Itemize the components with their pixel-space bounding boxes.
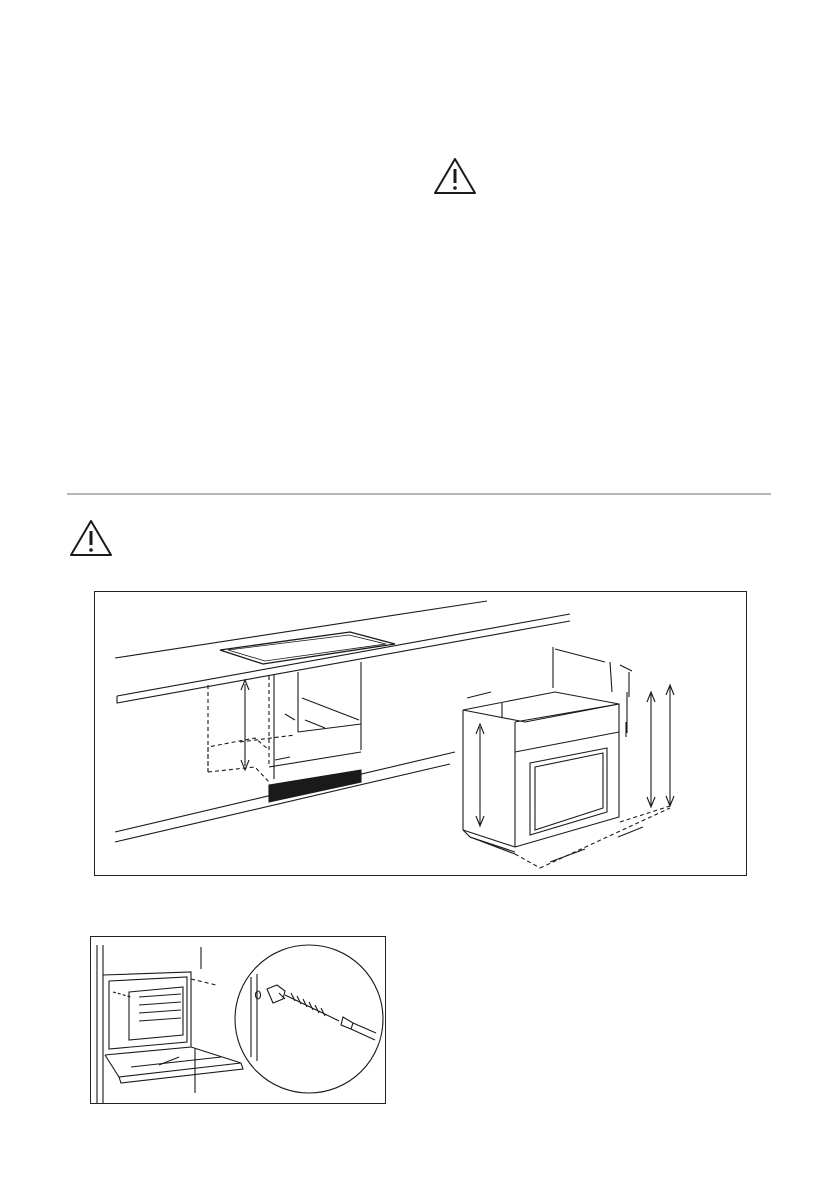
- cooktop-icon: [220, 632, 395, 664]
- open-oven-door-icon: [103, 972, 243, 1093]
- countertop-edge-front: [117, 614, 570, 696]
- section-divider: [67, 493, 771, 495]
- cabinet-oven-drawing: [95, 592, 746, 875]
- oven-fixing-figure: [90, 936, 386, 1104]
- plinth: [269, 770, 361, 802]
- countertop-edge-back: [115, 601, 487, 658]
- warning-icon-section: [69, 519, 113, 557]
- cabinet-oven-dimensions-figure: [94, 591, 747, 876]
- oven-fixing-drawing: [91, 937, 385, 1103]
- oven-dimension-drawing-icon: [463, 647, 674, 868]
- warning-icon-top: [433, 157, 477, 195]
- fixing-screw-detail-icon: [235, 945, 383, 1093]
- cabinet-outline-icon: [208, 662, 361, 782]
